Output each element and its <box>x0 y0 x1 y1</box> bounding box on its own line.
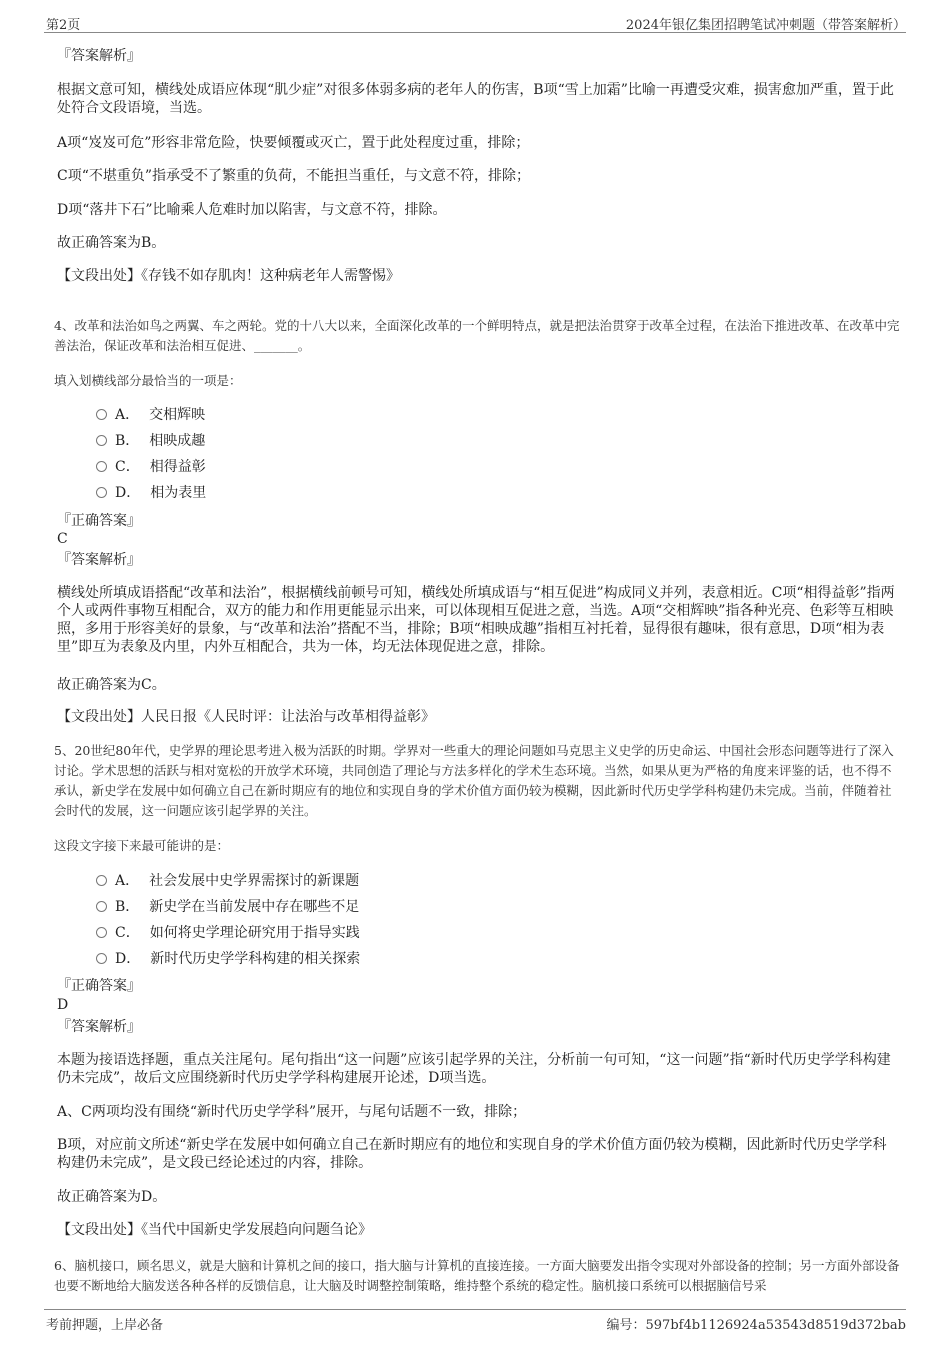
option-letter: A． <box>115 873 140 889</box>
q3-analysis-paragraph: C项“不堪重负”指承受不了繁重的负荷，不能担当重任，与文意不符，排除； <box>57 168 531 184</box>
q5-correct-answer: D <box>57 997 69 1013</box>
q5-option-a[interactable] <box>96 872 359 890</box>
q3-analysis-paragraph: 根据文意可知，横线处成语应体现“肌少症”对很多体弱多病的老年人的伤害，B项“雪上加霜”比喻一再遭受灾难，损害愈加严重，置于此处符合文段语境，当选。 <box>57 82 894 116</box>
radio-icon[interactable] <box>96 927 107 938</box>
option-letter: D． <box>115 485 141 501</box>
q5-option-d[interactable] <box>96 950 360 968</box>
q3-analysis-paragraph: D项“落井下石”比喻乘人危难时加以陷害，与文意不符，排除。 <box>57 202 447 218</box>
option-letter: B． <box>115 433 140 449</box>
q4-stem: 4、改革和法治如鸟之两翼、车之两轮。党的十八大以来，全面深化改革的一个鲜明特点，就是把法治贯穿于改革全过程，在法治下推进改革、在改革中完善法治，保证改革和法治相互促进、_______。 <box>54 318 900 353</box>
page-footer <box>0 1305 950 1335</box>
q3-analysis-label: 『答案解析』 <box>57 48 141 64</box>
q4-option-b[interactable] <box>96 432 205 450</box>
footer-slogan: 考前押题，上岸必备 <box>46 1318 164 1333</box>
q5-analysis-paragraph: A、C两项均没有围绕“新时代历史学学科”展开，与尾句话题不一致，排除； <box>57 1104 527 1120</box>
page-number: 第2页 <box>46 18 81 33</box>
q4-correct-label: 『正确答案』 <box>57 513 141 529</box>
q3-source: 【文段出处】《存钱不如存肌肉！这种病老年人需警惕》 <box>57 268 400 284</box>
option-text: 交相辉映 <box>149 407 206 423</box>
q5-prompt: 这段文字接下来最可能讲的是： <box>54 838 230 853</box>
q5-source: 【文段出处】《当代中国新史学发展趋向问题刍论》 <box>57 1222 372 1238</box>
q6-stem: 6、脑机接口，顾名思义，就是大脑和计算机之间的接口，指大脑与计算机的直接连接。一方面大脑要发出指令实现对外部设备的控制；另一方面外部设备也要不断地给大脑发送各种各样的反馈信息，让大脑及时调整控制策略，维持整个系统的稳定性。脑机接口系统可以根据脑信号采 <box>54 1258 900 1293</box>
option-text: 相为表里 <box>150 485 207 501</box>
radio-icon[interactable] <box>96 409 107 420</box>
radio-icon[interactable] <box>96 953 107 964</box>
option-text: 相映成趣 <box>149 433 206 449</box>
q4-option-d[interactable] <box>96 484 206 502</box>
option-text: 如何将史学理论研究用于指导实践 <box>149 925 360 941</box>
radio-icon[interactable] <box>96 901 107 912</box>
radio-icon[interactable] <box>96 435 107 446</box>
option-text: 相得益彰 <box>149 459 206 475</box>
q4-correct-answer: C <box>57 531 68 547</box>
q5-answer-statement: 故正确答案为D。 <box>57 1189 167 1205</box>
option-letter: C． <box>115 925 140 941</box>
q3-answer-statement: 故正确答案为B。 <box>57 235 166 251</box>
q5-analysis-label: 『答案解析』 <box>57 1019 141 1035</box>
q5-analysis-paragraph: 本题为接语选择题，重点关注尾句。尾句指出“这一问题”应该引起学界的关注，分析前一句可知，“这一问题”指“新时代历史学学科构建仍未完成”，故后文应围绕新时代历史学学科构建展开论述，D项当选。 <box>57 1052 891 1086</box>
option-letter: D． <box>115 951 141 967</box>
option-letter: A． <box>115 407 140 423</box>
q4-answer-statement: 故正确答案为C。 <box>57 677 166 693</box>
document-code: 编号：597bf4b1126924a53543d8519d372bab <box>606 1318 906 1333</box>
q5-stem: 5、20世纪80年代，史学界的理论思考进入极为活跃的时期。学界对一些重大的理论问题如马克思主义史学的历史命运、中国社会形态问题等进行了深入讨论。学术思想的活跃与相对宽松的开放学术环境，共同创造了理论与方法多样化的学术生态环境。当然，如果从更为严格的角度来评鉴的话，也不得不承认，新史学在发展中如何确立自己在新时期应有的地位和实现自身的学术价值方面仍较为模糊，因此新时代历史学学科构建仍未完成。当前，伴随着社会时代的发展，这一问题应该引起学界的关注。 <box>54 743 894 818</box>
option-letter: B． <box>115 899 140 915</box>
option-text: 新时代历史学学科构建的相关探索 <box>150 951 361 967</box>
q4-option-a[interactable] <box>96 406 205 424</box>
q3-analysis-paragraph: A项“岌岌可危”形容非常危险，快要倾覆或灭亡，置于此处程度过重，排除； <box>57 135 530 151</box>
q5-option-b[interactable] <box>96 898 359 916</box>
radio-icon[interactable] <box>96 875 107 886</box>
footer-divider <box>44 1309 906 1310</box>
q5-option-c[interactable] <box>96 924 360 942</box>
document-title: 2024年银亿集团招聘笔试冲刺题（带答案解析） <box>625 18 906 33</box>
q4-option-c[interactable] <box>96 458 206 476</box>
q4-prompt: 填入划横线部分最恰当的一项是： <box>54 373 242 388</box>
q4-analysis-label: 『答案解析』 <box>57 552 141 568</box>
q4-source: 【文段出处】人民日报《人民时评：让法治与改革相得益彰》 <box>57 709 435 725</box>
option-text: 社会发展中史学界需探讨的新课题 <box>149 873 360 889</box>
q5-analysis-paragraph: B项，对应前文所述“新史学在发展中如何确立自己在新时期应有的地位和实现自身的学术价值方面仍较为模糊，因此新时代历史学学科构建仍未完成”，是文段已经论述过的内容，排除。 <box>57 1137 887 1171</box>
radio-icon[interactable] <box>96 461 107 472</box>
option-text: 新史学在当前发展中存在哪些不足 <box>149 899 360 915</box>
radio-icon[interactable] <box>96 487 107 498</box>
q4-analysis-paragraph: 横线处所填成语搭配“改革和法治”，根据横线前顿号可知，横线处所填成语与“相互促进”构成同义并列，表意相近。C项“相得益彰”指两个人或两件事物互相配合，双方的能力和作用更能显示出来，可以体现相互促进之意，当选。A项“交相辉映”指各种光亮、色彩等互相映照，多用于形容美好的景象，与“改革和法治”搭配不当，排除；B项“相映成趣”指相互衬托着，显得很有趣味，很有意思，D项“相为表里”即互为表象及内里，内外互相配合，共为一体，均无法体现促进之意，排除。 <box>57 585 895 655</box>
option-letter: C． <box>115 459 140 475</box>
q5-correct-label: 『正确答案』 <box>57 978 141 994</box>
